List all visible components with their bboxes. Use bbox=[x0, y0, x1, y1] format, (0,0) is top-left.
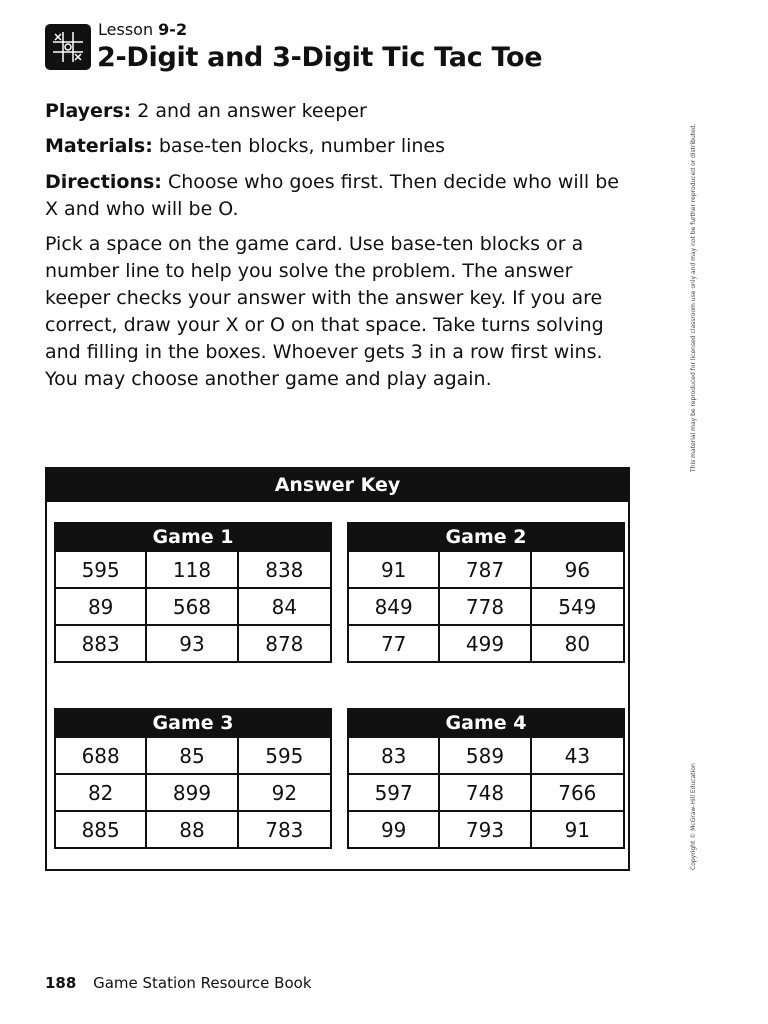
answer-cell: 885 bbox=[56, 810, 147, 847]
materials-text: base-ten blocks, number lines bbox=[158, 135, 446, 157]
answer-cell: 748 bbox=[440, 773, 531, 810]
answer-cell: 99 bbox=[349, 810, 440, 847]
answer-cell: 589 bbox=[440, 736, 531, 773]
answer-cell: 595 bbox=[56, 550, 147, 587]
page-footer bbox=[45, 974, 312, 992]
players-line bbox=[45, 98, 620, 125]
page-title: 2-Digit and 3-Digit Tic Tac Toe bbox=[97, 42, 543, 73]
answer-cell: 89 bbox=[56, 587, 147, 624]
answer-cell: 793 bbox=[440, 810, 531, 847]
answer-key bbox=[45, 467, 630, 871]
game-title: Game 3 bbox=[56, 710, 330, 736]
answer-cell: 595 bbox=[239, 736, 330, 773]
answer-cell: 597 bbox=[349, 773, 440, 810]
lesson-label: Lesson 9-2 bbox=[98, 20, 188, 39]
book-title: Game Station Resource Book bbox=[93, 974, 312, 992]
materials-line bbox=[45, 133, 620, 160]
instructions-paragraph: Pick a space on the game card. Use base-ten blocks or a number line to help you solve the problem. The answer keeper checks your answer with the answer key. If you are correct, draw your X or O on that space. Take turns solving and filling in the boxes. Whoever gets 3 in a row first wins. You may choose another game and play again. bbox=[45, 233, 604, 390]
answer-cell: 549 bbox=[532, 587, 623, 624]
game-card-3 bbox=[54, 708, 332, 849]
materials-label: Materials: bbox=[45, 135, 153, 157]
game-title: Game 2 bbox=[349, 524, 623, 550]
answer-cell: 91 bbox=[532, 810, 623, 847]
answer-cell: 688 bbox=[56, 736, 147, 773]
answer-cell: 92 bbox=[239, 773, 330, 810]
answer-key-title: Answer Key bbox=[47, 469, 628, 502]
answer-cell: 88 bbox=[147, 810, 238, 847]
game-card-4 bbox=[347, 708, 625, 849]
page-number: 188 bbox=[45, 974, 77, 992]
answer-cell: 77 bbox=[349, 624, 440, 661]
answer-cell: 85 bbox=[147, 736, 238, 773]
answer-cell: 568 bbox=[147, 587, 238, 624]
answer-cell: 84 bbox=[239, 587, 330, 624]
answer-cell: 91 bbox=[349, 550, 440, 587]
game-card-1 bbox=[54, 522, 332, 663]
players-text: 2 and an answer keeper bbox=[137, 100, 367, 122]
directions-text: Choose who goes first. Then decide who will be X and who will be O. bbox=[45, 171, 619, 220]
directions-label: Directions: bbox=[45, 171, 162, 193]
answer-cell: 80 bbox=[532, 624, 623, 661]
answer-cell: 783 bbox=[239, 810, 330, 847]
answer-cell: 118 bbox=[147, 550, 238, 587]
answer-cell: 899 bbox=[147, 773, 238, 810]
game-title: Game 1 bbox=[56, 524, 330, 550]
answer-cell: 82 bbox=[56, 773, 147, 810]
answer-cell: 96 bbox=[532, 550, 623, 587]
answer-cell: 93 bbox=[147, 624, 238, 661]
game-title: Game 4 bbox=[349, 710, 623, 736]
lesson-number: 9-2 bbox=[158, 20, 188, 39]
players-label: Players: bbox=[45, 100, 132, 122]
tic-tac-toe-icon bbox=[45, 24, 91, 70]
answer-cell: 43 bbox=[532, 736, 623, 773]
answer-cell: 787 bbox=[440, 550, 531, 587]
answer-cell: 838 bbox=[239, 550, 330, 587]
answer-cell: 849 bbox=[349, 587, 440, 624]
answer-cell: 778 bbox=[440, 587, 531, 624]
answer-cell: 878 bbox=[239, 624, 330, 661]
answer-cell: 883 bbox=[56, 624, 147, 661]
directions-line bbox=[45, 169, 620, 223]
copyright-note: Copyright © McGraw-Hill Education bbox=[690, 763, 697, 870]
answer-cell: 766 bbox=[532, 773, 623, 810]
game-card-2 bbox=[347, 522, 625, 663]
answer-cell: 83 bbox=[349, 736, 440, 773]
permission-note: This material may be reproduced for licensed classroom use only and may not be further reproduced or distributed. bbox=[690, 123, 697, 472]
answer-cell: 499 bbox=[440, 624, 531, 661]
